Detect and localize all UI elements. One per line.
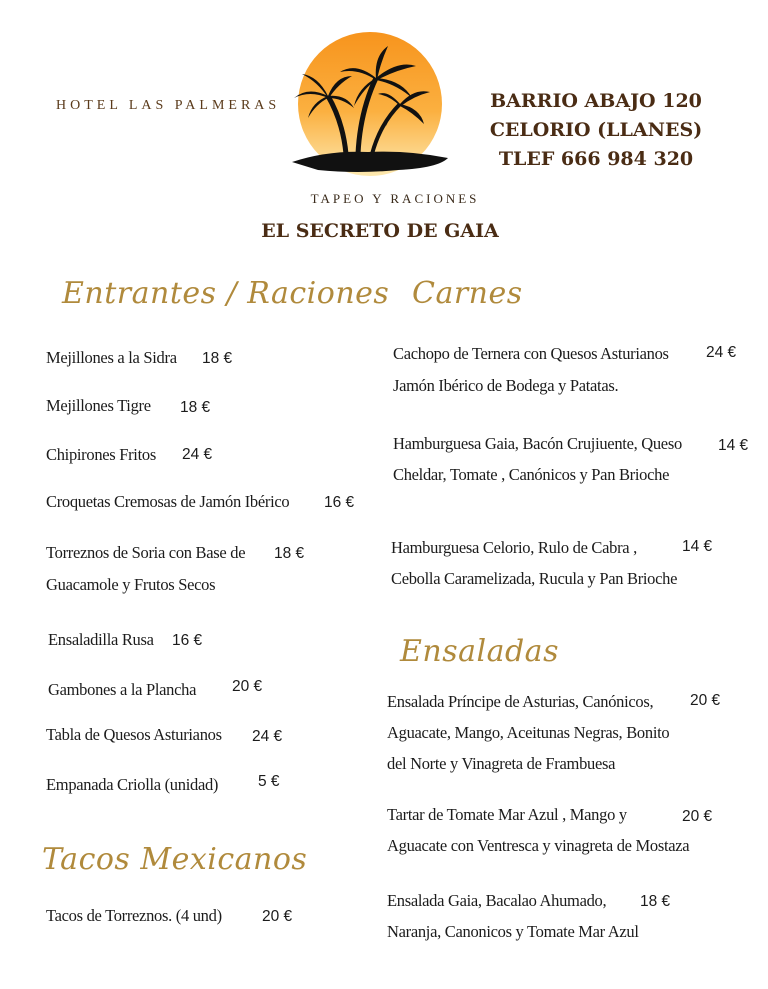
tagline: TAPEO Y RACIONES	[310, 191, 480, 206]
menu-item-price: 18 €	[180, 399, 211, 416]
menu-item-name: Ensalada Gaia, Bacalao Ahumado,	[387, 891, 607, 910]
restaurant-name: EL SECRETO DE GAIA	[261, 220, 499, 242]
address-line-2: CELORIO (LLANES)	[489, 119, 703, 141]
menu-item-name: Tacos de Torreznos. (4 und)	[46, 906, 222, 925]
menu-item-name: Hamburguesa Celorio, Rulo de Cabra ,	[391, 538, 637, 557]
menu-item-price: 24 €	[182, 446, 213, 463]
menu-item-name: Mejillones Tigre	[46, 396, 151, 415]
menu-item-name-continued: Aguacate con Ventresca y vinagreta de Mostaza	[387, 836, 690, 855]
menu-item-name: Tartar de Tomate Mar Azul , Mango y	[387, 805, 627, 824]
menu-item-name: Ensaladilla Rusa	[48, 630, 154, 649]
menu-item-name-continued: del Norte y Vinagreta de Frambuesa	[387, 754, 616, 773]
menu-item-name-continued: Cheldar, Tomate , Canónicos y Pan Brioche	[393, 465, 670, 484]
menu-item-name: Chipirones Fritos	[46, 445, 156, 464]
menu-item-name-continued: Jamón Ibérico de Bodega y Patatas.	[393, 376, 619, 395]
menu-item-name-continued: Guacamole y Frutos Secos	[46, 575, 216, 594]
menu-item-price: 24 €	[706, 344, 737, 361]
menu-item-price: 20 €	[232, 678, 263, 695]
section-title-carnes: Carnes	[412, 276, 523, 311]
menu-item-price: 16 €	[172, 632, 203, 649]
menu-item-price: 20 €	[262, 908, 293, 925]
section-title-tacos: Tacos Mexicanos	[42, 842, 308, 877]
menu-item-name: Tabla de Quesos Asturianos	[46, 725, 222, 744]
menu-item-price: 20 €	[682, 808, 713, 825]
menu-item-price: 18 €	[202, 350, 233, 367]
menu-item-name: Gambones a la Plancha	[48, 680, 197, 699]
menu-item-name-continued: Naranja, Canonicos y Tomate Mar Azul	[387, 922, 639, 941]
menu-item-name: Hamburguesa Gaia, Bacón Crujiuente, Queso	[393, 434, 682, 453]
menu-item-price: 18 €	[640, 893, 671, 910]
menu-item-name-continued: Aguacate, Mango, Aceitunas Negras, Bonito	[387, 723, 670, 742]
menu-item-price: 14 €	[682, 538, 713, 555]
menu-item-price: 14 €	[718, 437, 749, 454]
section-title-ensaladas: Ensaladas	[400, 634, 559, 669]
menu-item-name: Croquetas Cremosas de Jamón Ibérico	[46, 492, 290, 511]
menu-item-price: 20 €	[690, 692, 721, 709]
menu-item-name: Torreznos de Soria con Base de	[46, 543, 246, 562]
menu-item-name: Empanada Criolla (unidad)	[46, 775, 219, 794]
menu-item-price: 5 €	[258, 773, 280, 790]
menu-item-price: 16 €	[324, 494, 355, 511]
menu-item-price: 24 €	[252, 728, 283, 745]
menu-item-name-continued: Cebolla Caramelizada, Rucula y Pan Brioche	[391, 569, 678, 588]
hotel-name: HOTEL LAS PALMERAS	[56, 98, 281, 113]
section-title-entrantes: Entrantes / Raciones	[62, 276, 390, 311]
menu-item-price: 18 €	[274, 545, 305, 562]
palm-island-sunset-icon	[288, 32, 452, 182]
menu-item-name: Ensalada Príncipe de Asturias, Canónicos,	[387, 692, 654, 711]
phone-number: TLEF 666 984 320	[498, 148, 694, 170]
menu-item-name: Cachopo de Ternera con Quesos Asturianos	[393, 344, 669, 363]
address-line-1: BARRIO ABAJO 120	[490, 90, 702, 112]
menu-item-name: Mejillones a la Sidra	[46, 348, 177, 367]
